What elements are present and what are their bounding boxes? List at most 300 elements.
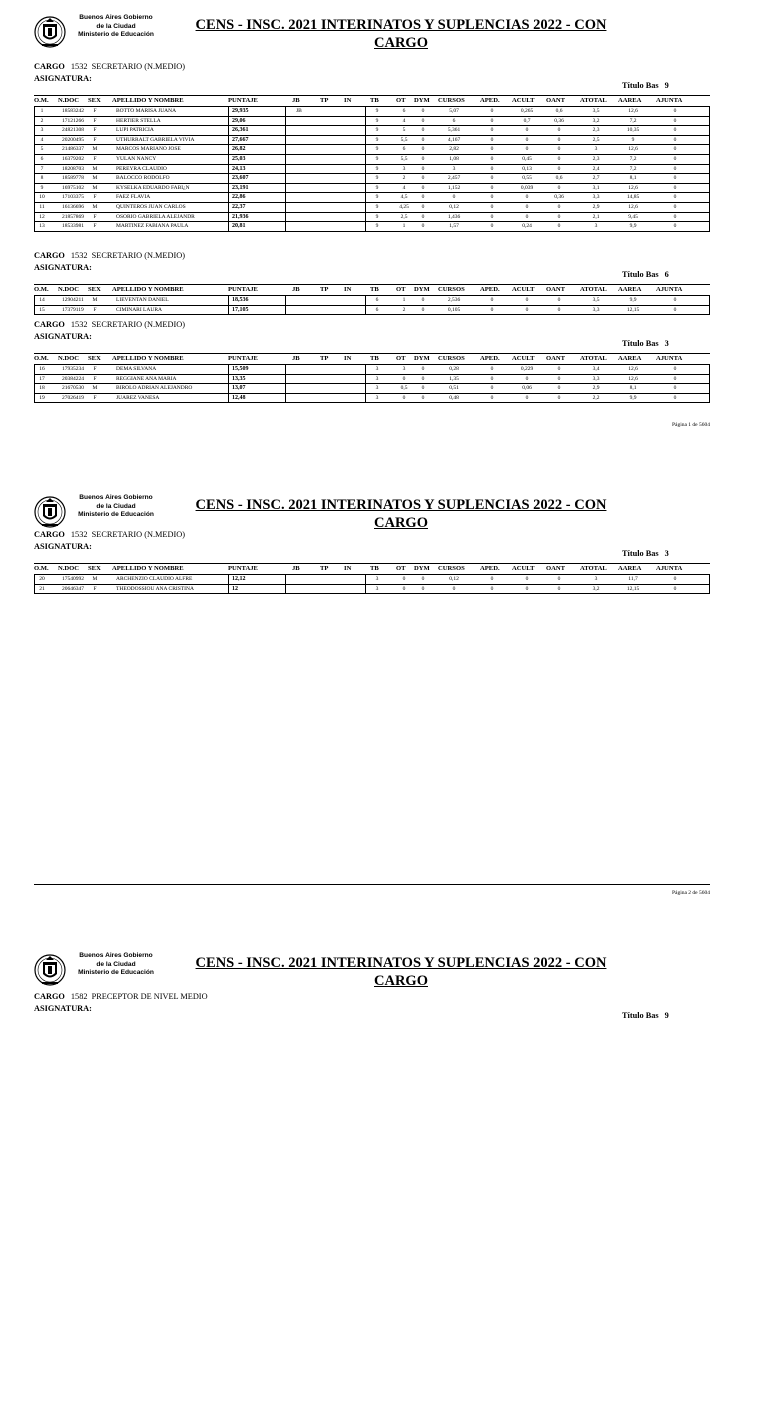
cell-n-doc: 17540992 xyxy=(62,576,84,582)
asignatura-label: ASIGNATURA: xyxy=(34,332,92,341)
tb-cell-border xyxy=(365,384,366,393)
column-header: AJUNTA xyxy=(656,97,683,104)
cell-o-m: 8 xyxy=(40,175,44,182)
cell-tb: 9 xyxy=(375,117,379,124)
table-row xyxy=(34,365,710,375)
column-header: SEX xyxy=(88,565,101,572)
cell-oant: 0 xyxy=(557,127,561,134)
cell-oant: 0,6 xyxy=(555,175,563,182)
cell-atotal: 2,1 xyxy=(592,213,600,220)
cell-puntaje: 27,667 xyxy=(232,136,249,143)
column-header: PUNTAJE xyxy=(228,286,258,293)
column-header: TB xyxy=(370,565,379,572)
column-header: APED. xyxy=(480,355,500,362)
cell-ajunta: 0 xyxy=(673,194,677,201)
city-seal-icon xyxy=(34,14,66,50)
cargo-name: PRECEPTOR DE NIVEL MEDIO xyxy=(91,992,208,1001)
cell-oant: 0 xyxy=(557,385,561,392)
cell-tb: 6 xyxy=(375,297,379,303)
cell-sex: F xyxy=(93,136,97,143)
cell-oant: 0 xyxy=(557,366,561,372)
table-row xyxy=(34,213,710,223)
cargo-label: CARGO xyxy=(34,251,65,260)
cell-n-doc: 20384224 xyxy=(62,375,84,382)
cell-aped: 0 xyxy=(490,385,494,392)
cell-o-m: 14 xyxy=(39,297,45,303)
cell-sex: F xyxy=(93,366,97,372)
tb-cell-border xyxy=(365,117,366,126)
cell-cursos: 0,12 xyxy=(449,203,459,210)
cell-n-doc: 18583242 xyxy=(62,108,84,114)
column-header: ACULT xyxy=(512,355,535,362)
cell-atotal: 2,2 xyxy=(592,394,600,401)
cell-atotal: 2,3 xyxy=(592,155,600,162)
cell-apellido-y-nombre: BIROLO ADRIAN ALEJANDRO xyxy=(116,385,193,392)
cell-n-doc: 18208703 xyxy=(62,165,84,172)
column-header: JB xyxy=(292,355,300,362)
cell-oant: 0,36 xyxy=(554,117,564,124)
organization-line: Ministerio de Educación xyxy=(78,511,154,518)
cell-dym: 0 xyxy=(421,155,425,162)
cell-ot: 3 xyxy=(402,165,406,172)
cell-atotal: 2,9 xyxy=(592,203,600,210)
title-line: CENS - INSC. 2021 INTERINATOS Y SUPLENCIAS 2022 - CON xyxy=(195,955,607,971)
cell-cursos: 0,51 xyxy=(449,385,459,392)
cell-ajunta: 0 xyxy=(673,136,677,143)
cell-oant: 0 xyxy=(557,146,561,153)
cell-puntaje: 22,86 xyxy=(232,194,246,201)
cell-o-m: 11 xyxy=(39,203,45,210)
cell-sex: M xyxy=(92,146,98,153)
column-header: OANT xyxy=(546,355,566,362)
cell-oant: 0 xyxy=(557,184,561,191)
cell-oant: 0 xyxy=(557,155,561,162)
cell-ajunta: 0 xyxy=(673,576,677,582)
cell-dym: 0 xyxy=(421,127,425,134)
cell-acult: 0,7 xyxy=(523,117,531,124)
cell-oant: 0,36 xyxy=(554,194,564,201)
cell-oant: 0 xyxy=(557,576,561,582)
cell-cursos: 0 xyxy=(452,585,456,592)
cell-ajunta: 0 xyxy=(673,117,677,124)
table-row xyxy=(34,394,710,404)
city-seal-icon xyxy=(34,952,66,988)
column-header: PUNTAJE xyxy=(228,565,258,572)
titulo-bas xyxy=(622,1011,669,1020)
cargo-code: 1532 xyxy=(70,251,88,260)
column-header: OT xyxy=(396,565,406,572)
column-header: JB xyxy=(292,97,300,104)
table-row xyxy=(34,585,710,595)
cell-acult: 0,13 xyxy=(522,165,532,172)
cell-ot: 5 xyxy=(402,127,406,134)
cell-dym: 0 xyxy=(421,175,425,182)
titulo-bas-value: 9 xyxy=(664,81,669,90)
column-header: O.M. xyxy=(34,565,49,572)
cell-apellido-y-nombre: OSORIO GABRIELA ALEJANDR xyxy=(116,213,195,220)
column-header: TP xyxy=(320,286,329,293)
title-line: CENS - INSC. 2021 INTERINATOS Y SUPLENCIAS 2022 - CON xyxy=(195,17,607,33)
cell-cursos: 2,536 xyxy=(447,297,461,303)
cell-o-m: 10 xyxy=(39,194,45,201)
cell-aped: 0 xyxy=(490,136,494,143)
cell-atotal: 3,5 xyxy=(592,108,600,114)
cargo-name: SECRETARIO (N.MEDIO) xyxy=(91,530,186,539)
cell-ajunta: 0 xyxy=(673,223,677,230)
column-header: IN xyxy=(344,97,352,104)
cell-o-m: 6 xyxy=(40,155,44,162)
cell-tb: 9 xyxy=(375,165,379,172)
cell-oant: 0 xyxy=(557,136,561,143)
cell-jb: JB xyxy=(296,108,302,114)
column-header: SEX xyxy=(88,97,101,104)
cell-acult: 0 xyxy=(525,306,529,313)
cell-puntaje: 12,48 xyxy=(232,394,246,401)
cell-atotal: 3 xyxy=(594,146,598,153)
cell-apellido-y-nombre: JUAREZ VANESA xyxy=(116,394,160,401)
column-header: PUNTAJE xyxy=(228,355,258,362)
cell-atotal: 3,3 xyxy=(592,306,600,313)
tb-cell-border xyxy=(365,222,366,231)
cell-oant: 0 xyxy=(557,585,561,592)
column-header: AJUNTA xyxy=(656,565,683,572)
column-header: SEX xyxy=(88,286,101,293)
cell-dym: 0 xyxy=(421,385,425,392)
cell-acult: 0 xyxy=(525,375,529,382)
cell-aped: 0 xyxy=(490,576,494,582)
cell-puntaje: 13,07 xyxy=(232,385,246,392)
organization-name xyxy=(72,494,160,520)
cell-aarea: 9 xyxy=(631,136,635,143)
cell-tb: 3 xyxy=(375,585,379,592)
page-number: Página 2 de 5604 xyxy=(671,890,710,896)
tb-cell-border xyxy=(365,203,366,212)
column-header: N.DOC xyxy=(58,355,80,362)
cell-oant: 0 xyxy=(557,213,561,220)
column-header: CURSOS xyxy=(438,355,465,362)
cell-apellido-y-nombre: PEREYRA CLAUDIO xyxy=(116,165,167,172)
cell-tb: 3 xyxy=(375,394,379,401)
titulo-bas xyxy=(622,270,669,279)
cell-tb: 9 xyxy=(375,213,379,220)
column-header: PUNTAJE xyxy=(228,97,258,104)
cell-dym: 0 xyxy=(421,394,425,401)
cell-n-doc: 21486337 xyxy=(62,146,84,153)
cell-n-doc: 27026419 xyxy=(62,394,84,401)
title-line: CARGO xyxy=(374,973,428,989)
organization-line: Buenos Aires Gobierno xyxy=(79,494,153,501)
table-header xyxy=(34,284,710,296)
cell-ajunta: 0 xyxy=(673,165,677,172)
table-header xyxy=(34,353,710,365)
tb-cell-border xyxy=(365,165,366,174)
cell-aarea: 14,85 xyxy=(626,194,640,201)
cell-aarea: 9,45 xyxy=(628,213,638,220)
tb-cell-border xyxy=(365,107,366,116)
cell-apellido-y-nombre: CIMINARI LAURA xyxy=(116,306,162,313)
cell-dym: 0 xyxy=(421,366,425,372)
cell-n-doc: 17935234 xyxy=(62,366,84,372)
column-header: TP xyxy=(320,565,329,572)
organization-line: Buenos Aires Gobierno xyxy=(79,952,153,959)
cargo-code: 1532 xyxy=(70,530,88,539)
cell-acult: 0 xyxy=(525,136,529,143)
cell-dym: 0 xyxy=(421,136,425,143)
cargo-line xyxy=(34,992,208,1001)
scores-table xyxy=(34,95,710,232)
table-row xyxy=(34,174,710,184)
cell-aarea: 8,1 xyxy=(629,385,637,392)
column-header: APELLIDO Y NOMBRE xyxy=(112,286,184,293)
cell-ajunta: 0 xyxy=(673,394,677,401)
titulo-bas-value: 3 xyxy=(664,339,669,348)
cell-tb: 3 xyxy=(375,366,379,372)
cell-o-m: 13 xyxy=(39,223,45,230)
table-row xyxy=(34,136,710,146)
cell-atotal: 3,2 xyxy=(592,117,600,124)
cell-o-m: 2 xyxy=(40,117,44,124)
report-page xyxy=(0,938,768,1418)
cargo-label: CARGO xyxy=(34,320,65,329)
cell-atotal: 2,7 xyxy=(592,175,600,182)
cargo-line xyxy=(34,320,185,329)
cargo-label: CARGO xyxy=(34,992,65,1001)
tb-cell-border xyxy=(365,126,366,135)
cell-tb: 9 xyxy=(375,155,379,162)
column-header: CURSOS xyxy=(438,97,465,104)
column-header: AJUNTA xyxy=(656,355,683,362)
cell-aped: 0 xyxy=(490,297,494,303)
cell-o-m: 17 xyxy=(39,375,45,382)
cell-aped: 0 xyxy=(490,127,494,134)
column-header: ATOTAL xyxy=(580,355,607,362)
column-header: IN xyxy=(344,565,352,572)
organization-line: de la Ciudad xyxy=(96,22,136,30)
column-header: DYM xyxy=(414,286,430,293)
cell-cursos: 5,07 xyxy=(449,108,459,114)
cell-ot: 6 xyxy=(402,108,406,114)
cell-acult: 0 xyxy=(525,213,529,220)
titulo-bas xyxy=(622,81,669,90)
cell-oant: 0 xyxy=(557,306,561,313)
table-header xyxy=(34,95,710,107)
cell-aarea: 9,9 xyxy=(629,297,637,303)
cell-cursos: 1,57 xyxy=(449,223,459,230)
titulo-bas-label: Título Bas xyxy=(622,339,659,348)
titulo-bas xyxy=(622,339,669,348)
column-header: TP xyxy=(320,355,329,362)
organization-line: Ministerio de Educación xyxy=(78,969,154,976)
table-row xyxy=(34,107,710,117)
cargo-name: SECRETARIO (N.MEDIO) xyxy=(91,62,186,71)
cell-apellido-y-nombre: YULAN NANCY xyxy=(116,155,157,162)
cell-acult: 0 xyxy=(525,585,529,592)
cell-sex: F xyxy=(93,223,97,230)
cell-aped: 0 xyxy=(490,223,494,230)
city-seal-icon xyxy=(34,494,66,530)
cell-apellido-y-nombre: QUINTEROS JUAN CARLOS xyxy=(116,203,186,210)
cell-apellido-y-nombre: THEODOSSIOU ANA CRISTINA xyxy=(116,585,194,592)
cell-puntaje: 21,936 xyxy=(232,213,249,220)
titulo-bas-label: Título Bas xyxy=(622,1011,659,1020)
column-header: DYM xyxy=(414,97,430,104)
cell-tb: 3 xyxy=(375,385,379,392)
cell-sex: F xyxy=(93,155,97,162)
cell-sex: F xyxy=(93,585,97,592)
cell-puntaje: 25,03 xyxy=(232,155,246,162)
cell-cursos: 4,167 xyxy=(447,136,461,143)
cell-oant: 0,6 xyxy=(555,108,563,114)
cell-cursos: 2,82 xyxy=(449,146,459,153)
table-row xyxy=(34,145,710,155)
cell-cursos: 0,105 xyxy=(447,306,461,313)
cell-cursos: 1,436 xyxy=(447,213,461,220)
column-header: DYM xyxy=(414,565,430,572)
tb-cell-border xyxy=(365,136,366,145)
cell-ot: 2 xyxy=(402,306,406,313)
report-page xyxy=(0,0,768,480)
cell-acult: 0 xyxy=(525,394,529,401)
cell-aarea: 12,15 xyxy=(626,585,640,592)
cell-apellido-y-nombre: MARTINEZ FABIANA PAULA xyxy=(116,223,189,230)
cell-aped: 0 xyxy=(490,375,494,382)
cell-apellido-y-nombre: REGGIANE ANA MARIA xyxy=(116,375,177,382)
cell-aarea: 10,35 xyxy=(626,127,640,134)
cell-aped: 0 xyxy=(490,306,494,313)
column-header: APELLIDO Y NOMBRE xyxy=(112,97,184,104)
cell-puntaje: 17,105 xyxy=(232,306,249,313)
cell-dym: 0 xyxy=(421,165,425,172)
cell-ot: 1 xyxy=(402,223,406,230)
cell-n-doc: 17103375 xyxy=(62,194,84,201)
table-row xyxy=(34,155,710,165)
cell-acult: 0,24 xyxy=(522,223,532,230)
cell-dym: 0 xyxy=(421,585,425,592)
tb-cell-border xyxy=(365,365,366,374)
cell-apellido-y-nombre: LUPI PATRICIA xyxy=(116,127,154,134)
cell-sex: F xyxy=(93,375,97,382)
column-header: N.DOC xyxy=(58,565,80,572)
titulo-bas xyxy=(622,549,669,558)
cell-dym: 0 xyxy=(421,108,425,114)
cargo-label: CARGO xyxy=(34,530,65,539)
cell-acult: 0,55 xyxy=(522,175,532,182)
cell-ajunta: 0 xyxy=(673,146,677,153)
cell-aarea: 12,6 xyxy=(628,366,638,372)
cell-n-doc: 18589778 xyxy=(62,175,84,182)
cell-aped: 0 xyxy=(490,108,494,114)
cell-o-m: 20 xyxy=(39,576,45,582)
column-header: ATOTAL xyxy=(580,565,607,572)
column-header: TB xyxy=(370,97,379,104)
cell-tb: 9 xyxy=(375,146,379,153)
cell-aped: 0 xyxy=(490,366,494,372)
cell-sex: F xyxy=(93,117,97,124)
cell-ajunta: 0 xyxy=(673,366,677,372)
organization-name xyxy=(72,952,160,978)
cell-aarea: 7,2 xyxy=(629,155,637,162)
cell-dym: 0 xyxy=(421,306,425,313)
cargo-code: 1582 xyxy=(70,992,88,1001)
column-header: O.M. xyxy=(34,286,49,293)
cell-ot: 0 xyxy=(402,576,406,582)
title-line: CARGO xyxy=(374,515,428,531)
column-header: ACULT xyxy=(512,286,535,293)
cell-o-m: 21 xyxy=(39,585,45,592)
cell-o-m: 19 xyxy=(39,394,45,401)
cell-acult: 0 xyxy=(525,203,529,210)
cell-puntaje: 12 xyxy=(232,585,238,592)
cell-apellido-y-nombre: MARCOS MARIANO JOSE xyxy=(116,146,181,153)
cell-atotal: 2,9 xyxy=(592,385,600,392)
cell-aped: 0 xyxy=(490,194,494,201)
cell-atotal: 3 xyxy=(594,223,598,230)
cell-atotal: 3,1 xyxy=(592,184,600,191)
cell-ot: 4,5 xyxy=(400,194,408,201)
tb-cell-border xyxy=(365,394,366,403)
cell-oant: 0 xyxy=(557,203,561,210)
organization-line: de la Ciudad xyxy=(96,502,136,510)
page-separator xyxy=(34,884,710,885)
cell-oant: 0 xyxy=(557,223,561,230)
cell-puntaje: 13,35 xyxy=(232,375,246,382)
cell-tb: 9 xyxy=(375,175,379,182)
tb-cell-border xyxy=(365,575,366,584)
cell-aarea: 12,15 xyxy=(626,306,640,313)
cell-n-doc: 20646347 xyxy=(62,585,84,592)
cell-n-doc: 16379202 xyxy=(62,155,84,162)
column-header: CURSOS xyxy=(438,565,465,572)
cell-aarea: 12,6 xyxy=(628,108,638,114)
page-title xyxy=(176,496,626,532)
cell-n-doc: 20200495 xyxy=(62,136,84,143)
cell-ot: 4 xyxy=(402,117,406,124)
column-header: ACULT xyxy=(512,565,535,572)
column-header: N.DOC xyxy=(58,97,80,104)
column-header: ATOTAL xyxy=(580,286,607,293)
cell-cursos: 3 xyxy=(452,165,456,172)
cell-atotal: 2,4 xyxy=(592,165,600,172)
cell-apellido-y-nombre: FAEZ FLAVIA xyxy=(116,194,151,201)
cell-aarea: 12,6 xyxy=(628,203,638,210)
cell-ot: 2 xyxy=(402,175,406,182)
cell-ajunta: 0 xyxy=(673,385,677,392)
cell-puntaje: 12,12 xyxy=(232,576,246,582)
cell-atotal: 3,2 xyxy=(592,585,600,592)
cell-o-m: 16 xyxy=(39,366,45,372)
cell-o-m: 3 xyxy=(40,127,44,134)
table-row xyxy=(34,306,710,316)
cell-ajunta: 0 xyxy=(673,297,677,303)
tb-cell-border xyxy=(365,306,366,315)
cell-sex: F xyxy=(93,127,97,134)
cell-n-doc: 17379119 xyxy=(62,306,84,313)
cargo-line xyxy=(34,251,185,260)
cell-tb: 9 xyxy=(375,184,379,191)
table-row xyxy=(34,126,710,136)
cell-cursos: 0,48 xyxy=(449,394,459,401)
cell-atotal: 3,3 xyxy=(592,375,600,382)
cell-puntaje: 23,191 xyxy=(232,184,249,191)
cell-n-doc: 24821308 xyxy=(62,127,84,134)
scores-table xyxy=(34,353,710,403)
cell-ot: 0 xyxy=(402,394,406,401)
table-row xyxy=(34,193,710,203)
cell-puntaje: 29,06 xyxy=(232,117,246,124)
tb-cell-border xyxy=(365,184,366,193)
cell-atotal: 3 xyxy=(594,576,598,582)
cell-aarea: 12,6 xyxy=(628,375,638,382)
